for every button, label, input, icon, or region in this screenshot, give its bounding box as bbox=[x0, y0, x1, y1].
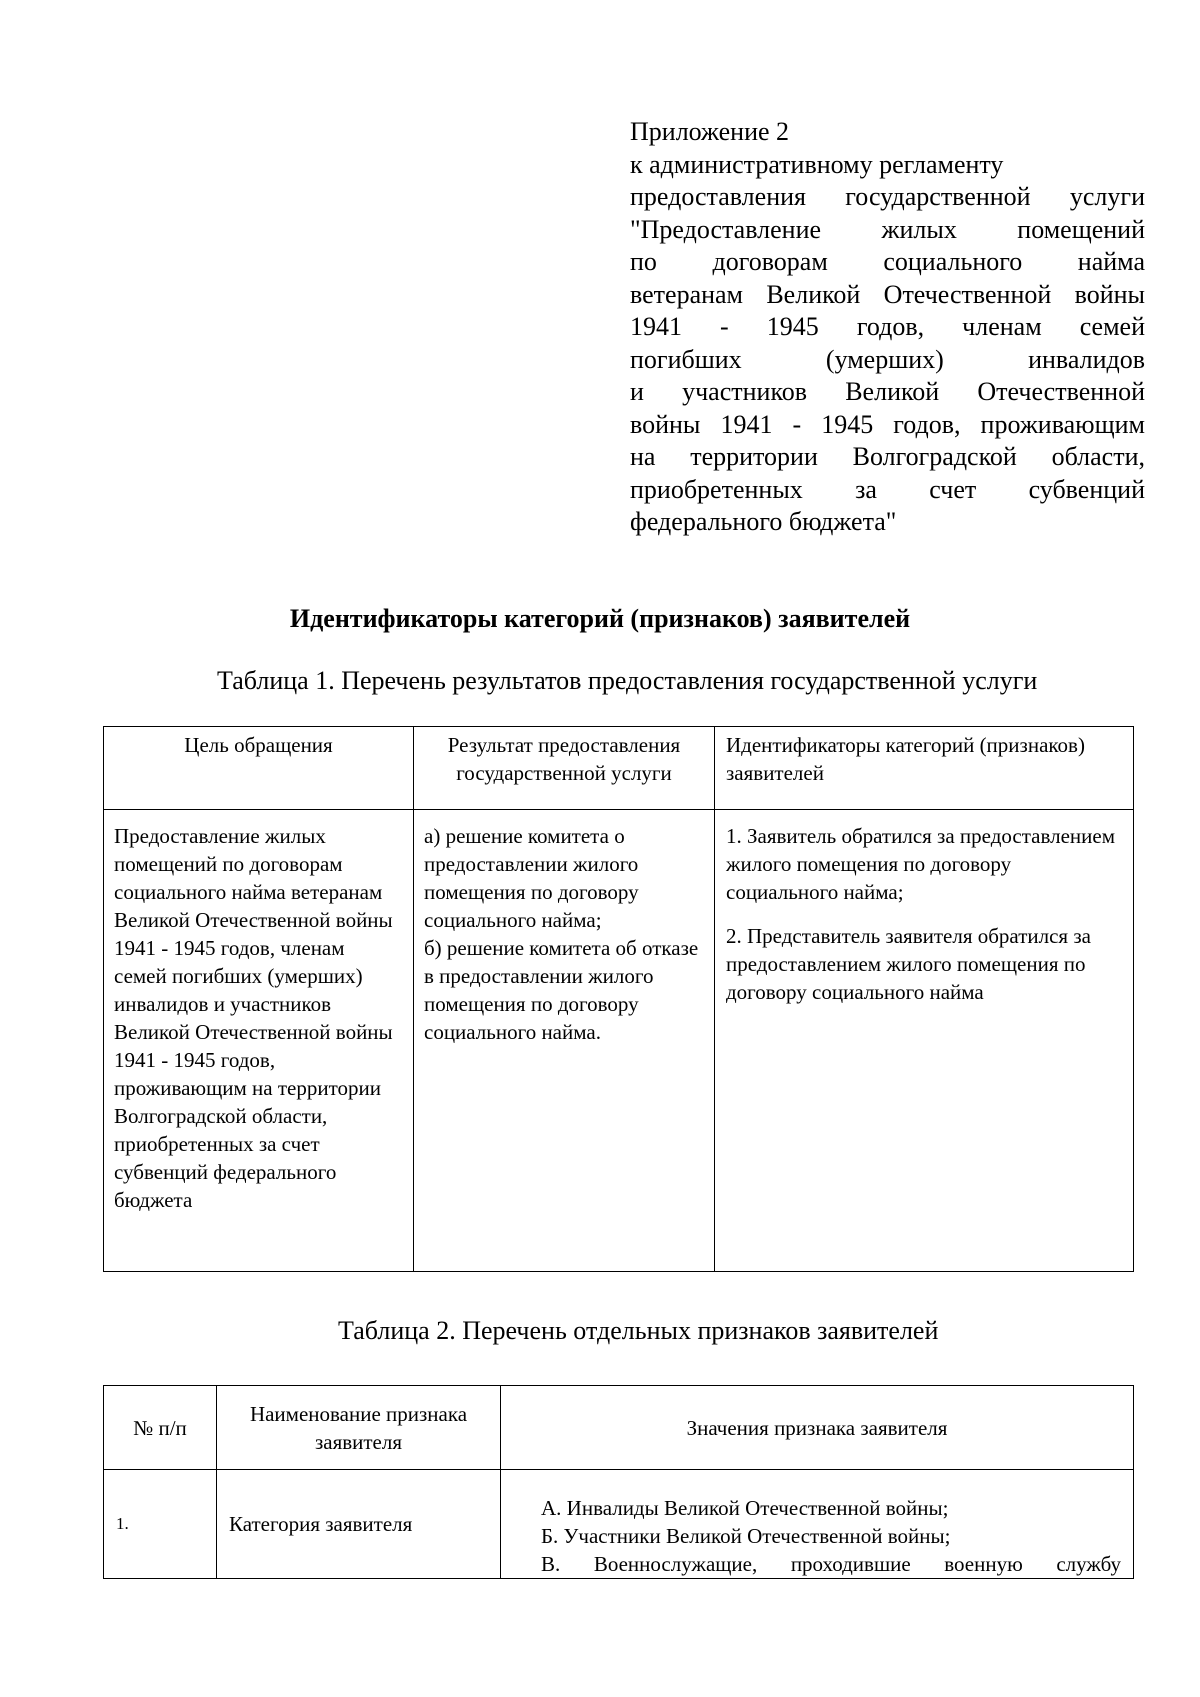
identifier-2: 2. Представитель заявителя обратился за предоставлением жилого помещения по договору социального найма bbox=[726, 924, 1091, 1004]
appendix-line: федерального бюджета" bbox=[630, 507, 897, 536]
attribute-value: В. Военнослужащие, проходившие военную службу bbox=[541, 1552, 1121, 1576]
appendix-line: по договорам социального найма bbox=[630, 247, 1145, 276]
attribute-values bbox=[501, 1470, 1134, 1579]
result-cell bbox=[414, 810, 715, 1272]
appendix-line: предоставления государственной услуги bbox=[630, 182, 1145, 211]
header-attribute-name: Наименование признака заявителя bbox=[217, 1386, 501, 1470]
appendix-line: ветеранам Великой Отечественной войны bbox=[630, 279, 1145, 309]
result-a: а) решение комитета о предоставлении жилого помещения по договору социального найма; bbox=[424, 824, 639, 932]
appendix-line: и участников Великой Отечественной bbox=[630, 377, 1145, 406]
goal-cell: Предоставление жилых помещений по договорам социального найма ветеранам Великой Отечественной войны 1941 - 1945 годов, членам семей погибших (умерших) инвалидов и участников Великой Отечественной войны 1941 - 1945 годов, проживающим на территории Волгоградской области, приобретенных за счет субвенций федерального бюджета bbox=[104, 810, 414, 1272]
page-heading: Идентификаторы категорий (признаков) заявителей bbox=[289, 604, 911, 633]
results-table bbox=[103, 726, 1134, 1272]
header-identifiers: Идентификаторы категорий (признаков) заявителей bbox=[715, 727, 1134, 810]
appendix-line: погибших (умерших) инвалидов bbox=[630, 344, 1145, 374]
appendix-line: Приложение 2 bbox=[630, 117, 790, 146]
attribute-value: А. Инвалиды Великой Отечественной войны; bbox=[541, 1496, 949, 1520]
header-attribute-values: Значения признака заявителя bbox=[501, 1386, 1134, 1470]
appendix-line: к административному регламенту bbox=[630, 149, 1004, 179]
appendix-line: приобретенных за счет субвенций bbox=[630, 474, 1145, 504]
identifiers-cell bbox=[715, 810, 1134, 1272]
row-number: 1. bbox=[104, 1470, 217, 1579]
appendix-line: войны 1941 - 1945 годов, проживающим bbox=[630, 409, 1145, 439]
header-result: Результат предоставления государственной услуги bbox=[414, 727, 715, 810]
appendix-line: "Предоставление жилых помещений bbox=[630, 214, 1145, 244]
result-b: б) решение комитета об отказе в предоставлении жилого помещения по договору социального найма. bbox=[424, 936, 699, 1044]
table2-caption: Таблица 2. Перечень отдельных признаков заявителей bbox=[338, 1316, 939, 1345]
appendix-line: на территории Волгоградской области, bbox=[630, 442, 1145, 471]
table-row bbox=[104, 1470, 1134, 1579]
header-goal: Цель обращения bbox=[104, 727, 414, 810]
table-row bbox=[104, 810, 1134, 1272]
attribute-value: Б. Участники Великой Отечественной войны; bbox=[541, 1524, 951, 1548]
table1-caption: Таблица 1. Перечень результатов предоставления государственной услуги bbox=[217, 666, 1038, 695]
attribute-name: Категория заявителя bbox=[217, 1470, 501, 1579]
appendix-note bbox=[630, 116, 1145, 539]
identifier-1: 1. Заявитель обратился за предоставлением жилого помещения по договору социального найма; bbox=[726, 824, 1116, 904]
table-header-row bbox=[104, 727, 1134, 810]
header-number: № п/п bbox=[104, 1386, 217, 1470]
table-header-row bbox=[104, 1386, 1134, 1470]
appendix-line: 1941 - 1945 годов, членам семей bbox=[630, 312, 1145, 341]
attributes-table bbox=[103, 1385, 1134, 1579]
